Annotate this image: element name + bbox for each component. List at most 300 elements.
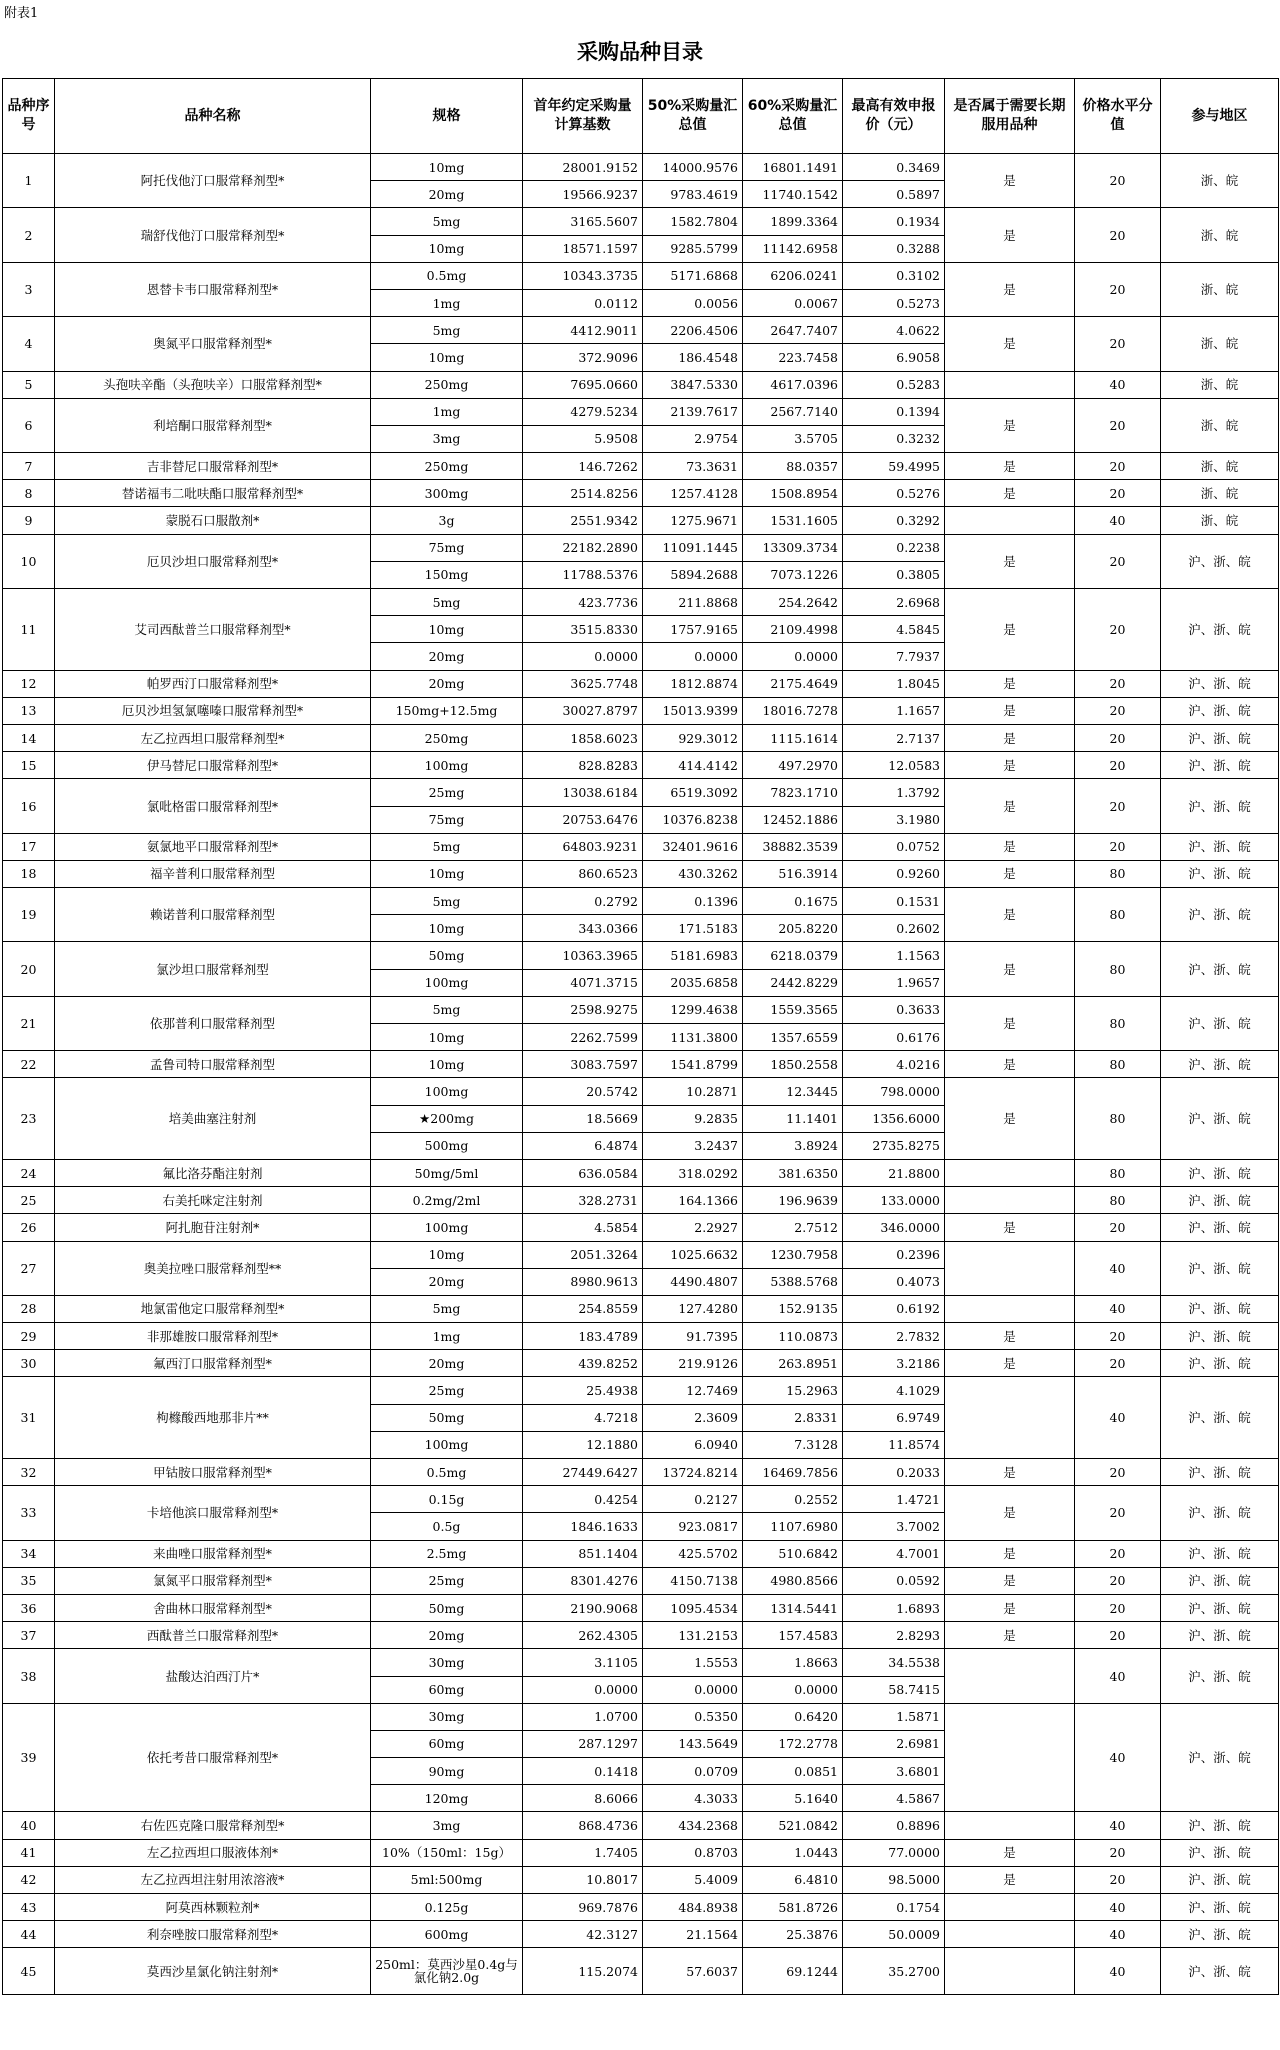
sixty-total-cell: 3.8924 [743, 1132, 843, 1159]
region-cell: 沪、浙、皖 [1161, 1540, 1279, 1567]
spec-cell: 600mg [371, 1921, 523, 1948]
max-price-cell: 1.1657 [843, 697, 945, 724]
half-total-cell: 10376.8238 [643, 806, 743, 833]
half-total-cell: 0.0000 [643, 1676, 743, 1703]
base-quantity-cell: 22182.2890 [523, 534, 643, 561]
table-row [3, 1377, 1279, 1404]
price-score-cell: 20 [1075, 833, 1161, 860]
item-number-cell: 33 [3, 1486, 55, 1540]
max-price-cell: 1.5871 [843, 1703, 945, 1730]
long-term-cell: 是 [945, 534, 1075, 588]
region-cell: 浙、皖 [1161, 208, 1279, 262]
base-quantity-cell: 328.2731 [523, 1187, 643, 1214]
long-term-cell: 是 [945, 154, 1075, 208]
region-cell: 沪、浙、皖 [1161, 996, 1279, 1050]
spec-cell: 150mg+12.5mg [371, 697, 523, 724]
item-name-cell: 帕罗西汀口服常释剂型* [55, 670, 371, 697]
sixty-total-cell: 4617.0396 [743, 371, 843, 398]
base-quantity-cell: 19566.9237 [523, 181, 643, 208]
price-score-cell: 40 [1075, 371, 1161, 398]
sixty-total-cell: 5.1640 [743, 1785, 843, 1812]
sixty-total-cell: 69.1244 [743, 1948, 843, 1995]
sixty-total-cell: 1850.2558 [743, 1051, 843, 1078]
item-name-cell: 右美托咪定注射剂 [55, 1187, 371, 1214]
long-term-cell [945, 1159, 1075, 1186]
long-term-cell: 是 [945, 1567, 1075, 1594]
spec-cell: 100mg [371, 1431, 523, 1458]
table-row [3, 208, 1279, 235]
region-cell: 沪、浙、皖 [1161, 779, 1279, 833]
item-name-cell: 依托考昔口服常释剂型* [55, 1703, 371, 1812]
max-price-cell: 0.3292 [843, 507, 945, 534]
half-total-cell: 318.0292 [643, 1159, 743, 1186]
table-row [3, 860, 1279, 887]
table-row [3, 1948, 1279, 1995]
half-total-cell: 2.2927 [643, 1214, 743, 1241]
spec-cell: 50mg [371, 942, 523, 969]
table-row [3, 317, 1279, 344]
sixty-total-cell: 2647.7407 [743, 317, 843, 344]
sixty-total-cell: 15.2963 [743, 1377, 843, 1404]
sixty-total-cell: 3.5705 [743, 425, 843, 452]
price-score-cell: 40 [1075, 1649, 1161, 1703]
spec-cell: 5mg [371, 589, 523, 616]
max-price-cell: 34.5538 [843, 1649, 945, 1676]
long-term-cell: 是 [945, 453, 1075, 480]
spec-cell: 120mg [371, 1785, 523, 1812]
max-price-cell: 0.3288 [843, 235, 945, 262]
region-cell: 浙、皖 [1161, 507, 1279, 534]
item-name-cell: 厄贝沙坦氢氯噻嗪口服常释剂型* [55, 697, 371, 724]
long-term-cell [945, 1649, 1075, 1703]
max-price-cell: 35.2700 [843, 1948, 945, 1995]
long-term-cell: 是 [945, 398, 1075, 452]
item-name-cell: 右佐匹克隆口服常释剂型* [55, 1812, 371, 1839]
region-cell: 沪、浙、皖 [1161, 589, 1279, 671]
half-total-cell: 2206.4506 [643, 317, 743, 344]
half-total-cell: 1299.4638 [643, 996, 743, 1023]
half-total-cell: 2035.6858 [643, 969, 743, 996]
half-total-cell: 430.3262 [643, 860, 743, 887]
price-score-cell: 20 [1075, 154, 1161, 208]
max-price-cell: 6.9058 [843, 344, 945, 371]
item-name-cell: 西酞普兰口服常释剂型* [55, 1622, 371, 1649]
max-price-cell: 798.0000 [843, 1078, 945, 1105]
base-quantity-cell: 11788.5376 [523, 561, 643, 588]
base-quantity-cell: 8301.4276 [523, 1567, 643, 1594]
base-quantity-cell: 12.1880 [523, 1431, 643, 1458]
price-score-cell: 80 [1075, 996, 1161, 1050]
spec-cell: 90mg [371, 1758, 523, 1785]
half-total-cell: 11091.1445 [643, 534, 743, 561]
base-quantity-cell: 439.8252 [523, 1350, 643, 1377]
sixty-total-cell: 1899.3364 [743, 208, 843, 235]
region-cell: 沪、浙、皖 [1161, 1078, 1279, 1160]
base-quantity-cell: 4071.3715 [523, 969, 643, 996]
sixty-total-cell: 12452.1886 [743, 806, 843, 833]
price-score-cell: 20 [1075, 752, 1161, 779]
spec-cell: 50mg/5ml [371, 1159, 523, 1186]
region-cell: 浙、皖 [1161, 154, 1279, 208]
table-row [3, 1812, 1279, 1839]
sixty-total-cell: 381.6350 [743, 1159, 843, 1186]
long-term-cell: 是 [945, 1459, 1075, 1486]
region-cell: 沪、浙、皖 [1161, 888, 1279, 942]
item-name-cell: 厄贝沙坦口服常释剂型* [55, 534, 371, 588]
item-number-cell: 40 [3, 1812, 55, 1839]
max-price-cell: 0.1531 [843, 888, 945, 915]
half-total-cell: 929.3012 [643, 724, 743, 751]
spec-cell: 75mg [371, 806, 523, 833]
price-score-cell: 20 [1075, 1622, 1161, 1649]
sixty-total-cell: 1357.6559 [743, 1024, 843, 1051]
base-quantity-cell: 851.1404 [523, 1540, 643, 1567]
item-number-cell: 18 [3, 860, 55, 887]
half-total-cell: 13724.8214 [643, 1459, 743, 1486]
region-cell: 沪、浙、皖 [1161, 1622, 1279, 1649]
table-row [3, 1622, 1279, 1649]
region-cell: 沪、浙、皖 [1161, 697, 1279, 724]
long-term-cell: 是 [945, 1051, 1075, 1078]
long-term-cell: 是 [945, 860, 1075, 887]
long-term-cell: 是 [945, 208, 1075, 262]
price-score-cell: 20 [1075, 262, 1161, 316]
base-quantity-cell: 18.5669 [523, 1105, 643, 1132]
long-term-cell [945, 1241, 1075, 1295]
item-number-cell: 41 [3, 1839, 55, 1866]
header-long-term: 是否属于需要长期服用品种 [945, 79, 1075, 154]
base-quantity-cell: 2551.9342 [523, 507, 643, 534]
item-number-cell: 45 [3, 1948, 55, 1995]
spec-cell: 5mg [371, 888, 523, 915]
document-title: 采购品种目录 [577, 40, 703, 64]
sixty-total-cell: 13309.3734 [743, 534, 843, 561]
table-row [3, 507, 1279, 534]
max-price-cell: 4.1029 [843, 1377, 945, 1404]
base-quantity-cell: 3625.7748 [523, 670, 643, 697]
item-number-cell: 29 [3, 1323, 55, 1350]
long-term-cell: 是 [945, 670, 1075, 697]
price-score-cell: 20 [1075, 1214, 1161, 1241]
max-price-cell: 3.2186 [843, 1350, 945, 1377]
base-quantity-cell: 254.8559 [523, 1295, 643, 1322]
table-row [3, 589, 1279, 616]
spec-cell: 60mg [371, 1676, 523, 1703]
long-term-cell: 是 [945, 779, 1075, 833]
long-term-cell: 是 [945, 888, 1075, 942]
region-cell: 沪、浙、皖 [1161, 1921, 1279, 1948]
item-name-cell: 左乙拉西坦口服常释剂型* [55, 724, 371, 751]
half-total-cell: 434.2368 [643, 1812, 743, 1839]
base-quantity-cell: 6.4874 [523, 1132, 643, 1159]
long-term-cell [945, 1948, 1075, 1995]
procurement-catalog-table [2, 78, 1279, 1995]
region-cell: 沪、浙、皖 [1161, 1567, 1279, 1594]
sixty-total-cell: 7.3128 [743, 1431, 843, 1458]
region-cell: 沪、浙、皖 [1161, 752, 1279, 779]
half-total-cell: 5.4009 [643, 1866, 743, 1893]
header-max-price: 最高有效申报价（元） [843, 79, 945, 154]
spec-cell: 60mg [371, 1730, 523, 1757]
long-term-cell [945, 507, 1075, 534]
table-row [3, 1350, 1279, 1377]
item-number-cell: 7 [3, 453, 55, 480]
spec-cell: 250mg [371, 724, 523, 751]
max-price-cell: 2.7137 [843, 724, 945, 751]
sixty-total-cell: 521.0842 [743, 1812, 843, 1839]
long-term-cell [945, 1921, 1075, 1948]
long-term-cell: 是 [945, 724, 1075, 751]
base-quantity-cell: 8.6066 [523, 1785, 643, 1812]
region-cell: 沪、浙、皖 [1161, 1948, 1279, 1995]
max-price-cell: 0.5897 [843, 181, 945, 208]
max-price-cell: 2.6968 [843, 589, 945, 616]
base-quantity-cell: 5.9508 [523, 425, 643, 452]
sixty-total-cell: 1314.5441 [743, 1594, 843, 1621]
base-quantity-cell: 3083.7597 [523, 1051, 643, 1078]
item-number-cell: 25 [3, 1187, 55, 1214]
item-number-cell: 3 [3, 262, 55, 316]
half-total-cell: 5181.6983 [643, 942, 743, 969]
long-term-cell: 是 [945, 1540, 1075, 1567]
spec-cell: 1mg [371, 398, 523, 425]
sixty-total-cell: 1107.6980 [743, 1513, 843, 1540]
base-quantity-cell: 2051.3264 [523, 1241, 643, 1268]
sixty-total-cell: 2109.4998 [743, 616, 843, 643]
table-row [3, 262, 1279, 289]
half-total-cell: 14000.9576 [643, 154, 743, 181]
price-score-cell: 20 [1075, 1839, 1161, 1866]
base-quantity-cell: 969.7876 [523, 1894, 643, 1921]
table-row [3, 1866, 1279, 1893]
item-number-cell: 11 [3, 589, 55, 671]
region-cell: 浙、皖 [1161, 398, 1279, 452]
region-cell: 沪、浙、皖 [1161, 1214, 1279, 1241]
max-price-cell: 7.7937 [843, 643, 945, 670]
base-quantity-cell: 3.1105 [523, 1649, 643, 1676]
table-row [3, 1567, 1279, 1594]
half-total-cell: 3847.5330 [643, 371, 743, 398]
base-quantity-cell: 64803.9231 [523, 833, 643, 860]
region-cell: 沪、浙、皖 [1161, 1866, 1279, 1893]
sixty-total-cell: 581.8726 [743, 1894, 843, 1921]
half-total-cell: 3.2437 [643, 1132, 743, 1159]
base-quantity-cell: 2514.8256 [523, 480, 643, 507]
base-quantity-cell: 0.0112 [523, 289, 643, 316]
table-row [3, 1703, 1279, 1730]
table-row [3, 942, 1279, 969]
sixty-total-cell: 0.0000 [743, 643, 843, 670]
max-price-cell: 3.7002 [843, 1513, 945, 1540]
base-quantity-cell: 0.1418 [523, 1758, 643, 1785]
half-total-cell: 425.5702 [643, 1540, 743, 1567]
item-name-cell: 莫西沙星氯化钠注射剂* [55, 1948, 371, 1995]
price-score-cell: 20 [1075, 1459, 1161, 1486]
sixty-total-cell: 0.0000 [743, 1676, 843, 1703]
base-quantity-cell: 7695.0660 [523, 371, 643, 398]
price-score-cell: 20 [1075, 1594, 1161, 1621]
item-name-cell: 替诺福韦二吡呋酯口服常释剂型* [55, 480, 371, 507]
base-quantity-cell: 28001.9152 [523, 154, 643, 181]
spec-cell: 10mg [371, 235, 523, 262]
header-region: 参与地区 [1161, 79, 1279, 154]
spec-cell: 100mg [371, 1214, 523, 1241]
half-total-cell: 10.2871 [643, 1078, 743, 1105]
catalog-table-container [2, 78, 1279, 1995]
price-score-cell: 40 [1075, 1703, 1161, 1812]
item-name-cell: 甲钴胺口服常释剂型* [55, 1459, 371, 1486]
table-row [3, 1839, 1279, 1866]
half-total-cell: 1812.8874 [643, 670, 743, 697]
table-row [3, 996, 1279, 1023]
region-cell: 沪、浙、皖 [1161, 1649, 1279, 1703]
base-quantity-cell: 20.5742 [523, 1078, 643, 1105]
sixty-total-cell: 6.4810 [743, 1866, 843, 1893]
max-price-cell: 0.1934 [843, 208, 945, 235]
half-total-cell: 1025.6632 [643, 1241, 743, 1268]
region-cell: 沪、浙、皖 [1161, 942, 1279, 996]
base-quantity-cell: 287.1297 [523, 1730, 643, 1757]
sixty-total-cell: 223.7458 [743, 344, 843, 371]
sixty-total-cell: 1531.1605 [743, 507, 843, 534]
half-total-cell: 9285.5799 [643, 235, 743, 262]
header-item-name: 品种名称 [55, 79, 371, 154]
price-score-cell: 80 [1075, 1187, 1161, 1214]
item-name-cell: 氟比洛芬酯注射剂 [55, 1159, 371, 1186]
max-price-cell: 1.3792 [843, 779, 945, 806]
sixty-total-cell: 1.8663 [743, 1649, 843, 1676]
long-term-cell: 是 [945, 1622, 1075, 1649]
max-price-cell: 0.5276 [843, 480, 945, 507]
table-row [3, 697, 1279, 724]
region-cell: 沪、浙、皖 [1161, 1703, 1279, 1812]
long-term-cell: 是 [945, 589, 1075, 671]
max-price-cell: 11.8574 [843, 1431, 945, 1458]
sixty-total-cell: 88.0357 [743, 453, 843, 480]
max-price-cell: 58.7415 [843, 1676, 945, 1703]
spec-cell: 0.15g [371, 1486, 523, 1513]
spec-cell: 100mg [371, 1078, 523, 1105]
spec-cell: 3mg [371, 425, 523, 452]
half-total-cell: 21.1564 [643, 1921, 743, 1948]
max-price-cell: 0.2033 [843, 1459, 945, 1486]
half-total-cell: 9783.4619 [643, 181, 743, 208]
item-number-cell: 42 [3, 1866, 55, 1893]
region-cell: 沪、浙、皖 [1161, 1459, 1279, 1486]
sixty-total-cell: 0.0851 [743, 1758, 843, 1785]
table-row [3, 1159, 1279, 1186]
sixty-total-cell: 1508.8954 [743, 480, 843, 507]
sixty-total-cell: 4980.8566 [743, 1567, 843, 1594]
long-term-cell [945, 1187, 1075, 1214]
header-spec: 规格 [371, 79, 523, 154]
spec-cell: 10mg [371, 1051, 523, 1078]
long-term-cell: 是 [945, 1214, 1075, 1241]
spec-cell: 50mg [371, 1594, 523, 1621]
long-term-cell: 是 [945, 752, 1075, 779]
header-base-quantity: 首年约定采购量计算基数 [523, 79, 643, 154]
table-row [3, 1921, 1279, 1948]
region-cell: 沪、浙、皖 [1161, 724, 1279, 751]
max-price-cell: 0.0752 [843, 833, 945, 860]
item-number-cell: 24 [3, 1159, 55, 1186]
base-quantity-cell: 18571.1597 [523, 235, 643, 262]
item-number-cell: 37 [3, 1622, 55, 1649]
spec-cell: 100mg [371, 969, 523, 996]
long-term-cell: 是 [945, 833, 1075, 860]
price-score-cell: 20 [1075, 1540, 1161, 1567]
item-number-cell: 44 [3, 1921, 55, 1948]
item-name-cell: 奥美拉唑口服常释剂型** [55, 1241, 371, 1295]
spec-cell: 20mg [371, 1622, 523, 1649]
base-quantity-cell: 4.5854 [523, 1214, 643, 1241]
base-quantity-cell: 423.7736 [523, 589, 643, 616]
half-total-cell: 12.7469 [643, 1377, 743, 1404]
max-price-cell: 0.5273 [843, 289, 945, 316]
base-quantity-cell: 372.9096 [523, 344, 643, 371]
spec-cell: 3g [371, 507, 523, 534]
long-term-cell: 是 [945, 1350, 1075, 1377]
table-row [3, 1295, 1279, 1322]
long-term-cell: 是 [945, 1839, 1075, 1866]
base-quantity-cell: 860.6523 [523, 860, 643, 887]
item-name-cell: 吉非替尼口服常释剂型* [55, 453, 371, 480]
sixty-total-cell: 11740.1542 [743, 181, 843, 208]
item-number-cell: 31 [3, 1377, 55, 1459]
spec-cell: 0.5mg [371, 1459, 523, 1486]
base-quantity-cell: 146.7262 [523, 453, 643, 480]
price-score-cell: 20 [1075, 1323, 1161, 1350]
half-total-cell: 6.0940 [643, 1431, 743, 1458]
half-total-cell: 91.7395 [643, 1323, 743, 1350]
item-name-cell: 阿托伐他汀口服常释剂型* [55, 154, 371, 208]
long-term-cell [945, 1295, 1075, 1322]
spec-cell: 2.5mg [371, 1540, 523, 1567]
spec-cell: 10mg [371, 860, 523, 887]
region-cell: 沪、浙、皖 [1161, 1187, 1279, 1214]
item-number-cell: 32 [3, 1459, 55, 1486]
table-row [3, 1187, 1279, 1214]
long-term-cell [945, 371, 1075, 398]
max-price-cell: 0.9260 [843, 860, 945, 887]
long-term-cell [945, 1894, 1075, 1921]
region-cell: 沪、浙、皖 [1161, 1594, 1279, 1621]
table-row [3, 1486, 1279, 1513]
price-score-cell: 80 [1075, 888, 1161, 942]
max-price-cell: 1.1563 [843, 942, 945, 969]
table-row [3, 752, 1279, 779]
sixty-total-cell: 18016.7278 [743, 697, 843, 724]
item-number-cell: 4 [3, 317, 55, 371]
table-row [3, 670, 1279, 697]
item-number-cell: 13 [3, 697, 55, 724]
spec-cell: 5mg [371, 317, 523, 344]
price-score-cell: 40 [1075, 1948, 1161, 1995]
max-price-cell: 0.3102 [843, 262, 945, 289]
spec-cell: 5ml:500mg [371, 1866, 523, 1893]
price-score-cell: 80 [1075, 1078, 1161, 1160]
item-number-cell: 23 [3, 1078, 55, 1160]
spec-cell: 300mg [371, 480, 523, 507]
item-name-cell: 氨氯地平口服常释剂型* [55, 833, 371, 860]
item-number-cell: 21 [3, 996, 55, 1050]
table-row [3, 1459, 1279, 1486]
base-quantity-cell: 0.0000 [523, 1676, 643, 1703]
max-price-cell: 4.7001 [843, 1540, 945, 1567]
max-price-cell: 3.1980 [843, 806, 945, 833]
sixty-total-cell: 1559.3565 [743, 996, 843, 1023]
sixty-total-cell: 263.8951 [743, 1350, 843, 1377]
